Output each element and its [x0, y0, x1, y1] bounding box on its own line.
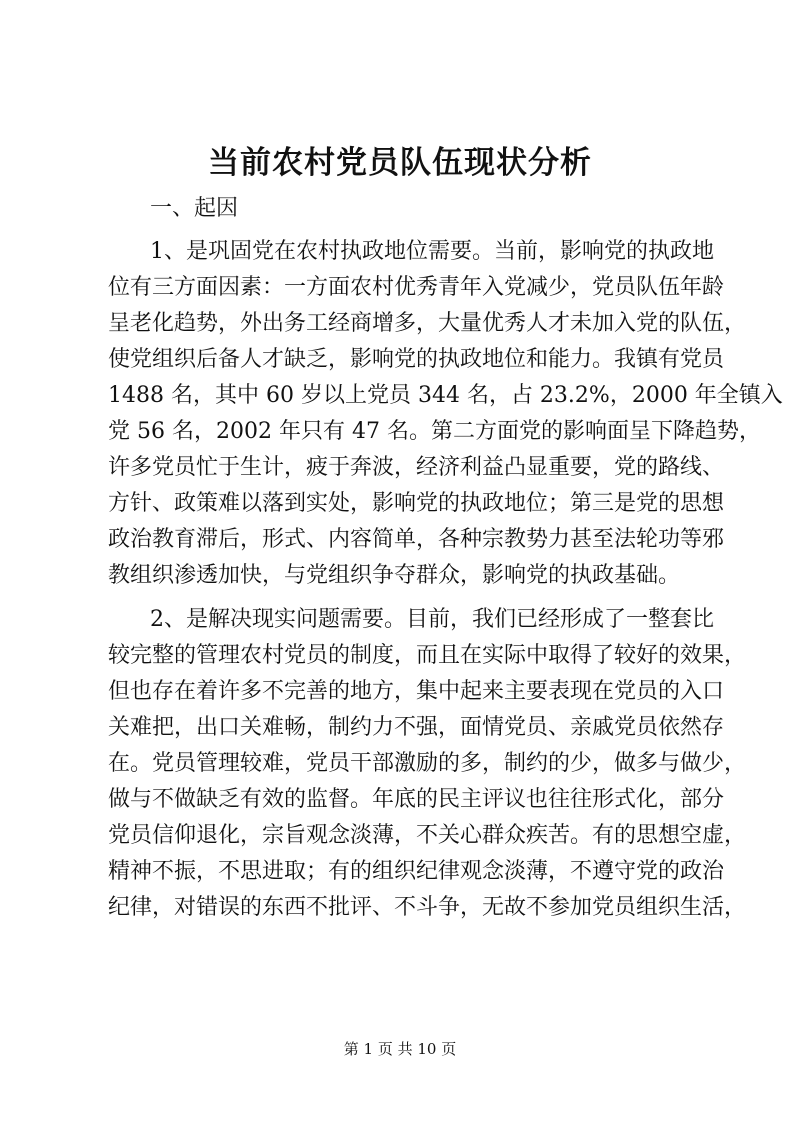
paragraph-line: 2、是解决现实问题需要。目前，我们已经形成了一整套比 [150, 607, 714, 632]
paragraph-line: 方针、政策难以落到实处，影响党的执政地位；第三是党的思想 [108, 491, 725, 516]
paragraph-line: 教组织渗透加快，与党组织争夺群众，影响党的执政基础。 [108, 563, 681, 588]
paragraph-line: 呈老化趋势，外出务工经商增多，大量优秀人才未加入党的队伍， [108, 311, 747, 336]
paragraph-line: 党员信仰退化，宗旨观念淡薄，不关心群众疾苦。有的思想空虚， [108, 823, 747, 848]
page-number-footer: 第 1 页 共 10 页 [343, 1040, 457, 1058]
paragraph-line: 做与不做缺乏有效的监督。年底的民主评议也往往形式化，部分 [108, 787, 725, 812]
paragraph-line: 使党组织后备人才缺乏，影响党的执政地位和能力。我镇有党员 [108, 347, 725, 372]
paragraph-line: 1、是巩固党在农村执政地位需要。当前，影响党的执政地 [150, 239, 714, 264]
paragraph-line: 关难把，出口关难畅，制约力不强，面情党员、亲戚党员依然存 [108, 715, 725, 740]
paragraph-line: 政治教育滞后，形式、内容简单，各种宗教势力甚至法轮功等邪 [108, 527, 725, 552]
paragraph-line: 但也存在着许多不完善的地方，集中起来主要表现在党员的入口 [108, 679, 725, 704]
paragraph-line: 1488 名，其中 60 岁以上党员 344 名，占 23.2%，2000 年全镇入 [108, 383, 783, 408]
section-heading: 一、起因 [150, 196, 239, 221]
paragraph-line: 精神不振，不思进取；有的组织纪律观念淡薄，不遵守党的政治 [108, 859, 725, 884]
paragraph-line: 较完整的管理农村党员的制度，而且在实际中取得了较好的效果， [108, 643, 747, 668]
paragraph-line: 在。党员管理较难，党员干部激励的多，制约的少，做多与做少， [108, 751, 747, 776]
paragraph-line: 纪律，对错误的东西不批评、不斗争，无故不参加党员组织生活， [108, 895, 747, 920]
paragraph-line: 位有三方面因素：一方面农村优秀青年入党减少，党员队伍年龄 [108, 275, 725, 300]
paragraph-line: 许多党员忙于生计，疲于奔波，经济利益凸显重要，党的路线、 [108, 455, 725, 480]
paragraph-line: 党 56 名，2002 年只有 47 名。第二方面党的影响面呈下降趋势， [108, 419, 761, 444]
document-title: 当前农村党员队伍现状分析 [208, 145, 592, 181]
